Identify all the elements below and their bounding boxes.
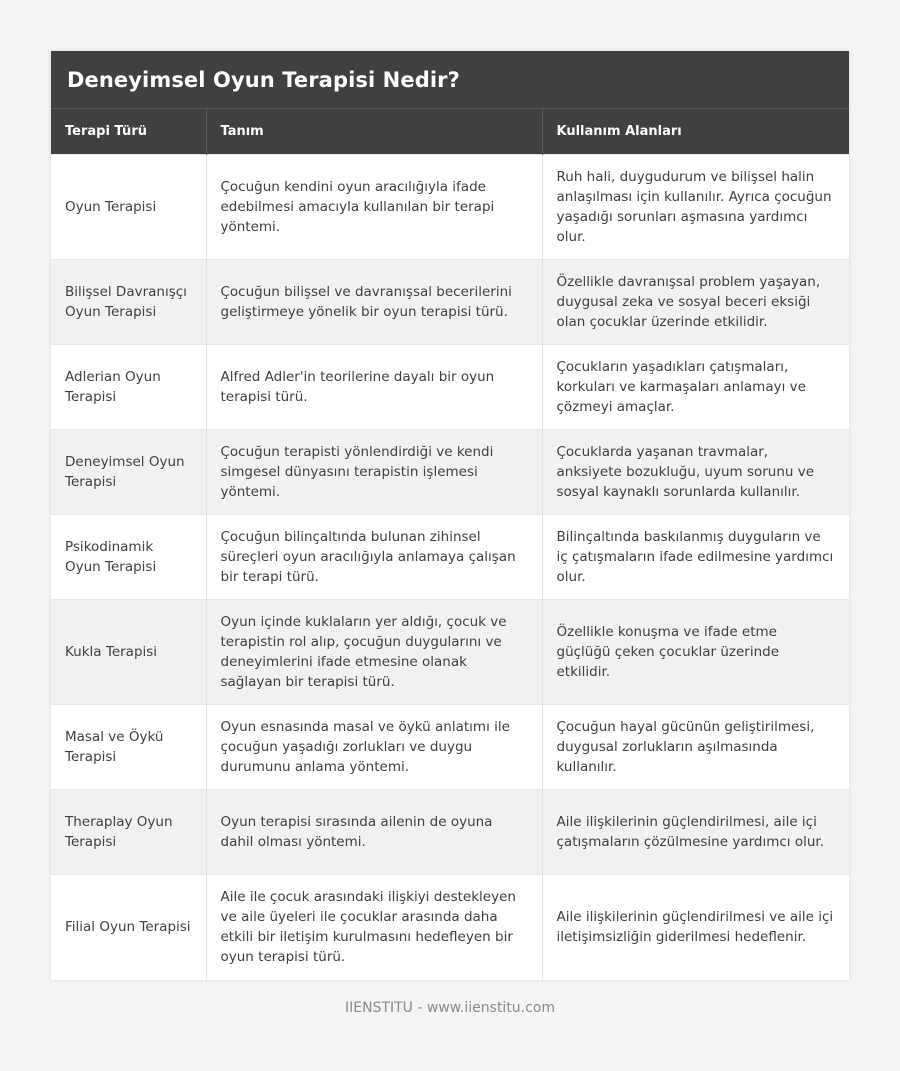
column-header-definition: Tanım (206, 109, 542, 155)
table-header-row (51, 109, 849, 155)
cell-type: Filial Oyun Terapisi (51, 875, 206, 980)
table-row (51, 260, 849, 345)
cell-definition: Çocuğun bilinçaltında bulunan zihinsel süreçleri oyun aracılığıyla anlamaya çalışan bir terapi türü. (206, 515, 542, 600)
cell-usage: Çocuğun hayal gücünün geliştirilmesi, duygusal zorlukların aşılmasında kullanılır. (542, 705, 849, 790)
table-row (51, 875, 849, 980)
cell-usage: Aile ilişkilerinin güçlendirilmesi, aile içi çatışmaların çözülmesine yardımcı olur. (542, 790, 849, 875)
cell-type: Deneyimsel Oyun Terapisi (51, 430, 206, 515)
cell-definition: Çocuğun kendini oyun aracılığıyla ifade edebilmesi amacıyla kullanılan bir terapi yöntemi. (206, 155, 542, 260)
cell-definition: Aile ile çocuk arasındaki ilişkiyi destekleyen ve aile üyeleri ile çocuklar arasında daha etkili bir iletişim kurulmasını hedefleyen bir oyun terapisi türü. (206, 875, 542, 980)
cell-type: Masal ve Öykü Terapisi (51, 705, 206, 790)
table-row (51, 155, 849, 260)
cell-definition: Oyun esnasında masal ve öykü anlatımı ile çocuğun yaşadığı zorlukları ve duygu durumunu anlama yöntemi. (206, 705, 542, 790)
table-row (51, 600, 849, 705)
cell-definition: Çocuğun bilişsel ve davranışsal becerilerini geliştirmeye yönelik bir oyun terapisi türü. (206, 260, 542, 345)
cell-type: Kukla Terapisi (51, 600, 206, 705)
cell-type: Psikodinamik Oyun Terapisi (51, 515, 206, 600)
therapy-table (51, 109, 849, 980)
table-row (51, 345, 849, 430)
cell-definition: Oyun terapisi sırasında ailenin de oyuna dahil olması yöntemi. (206, 790, 542, 875)
footer-credit: IIENSTITU - www.iienstitu.com (344, 1000, 556, 1016)
cell-type: Oyun Terapisi (51, 155, 206, 260)
page-title: Deneyimsel Oyun Terapisi Nedir? (67, 67, 460, 92)
cell-usage: Çocuklarda yaşanan travmalar, anksiyete bozukluğu, uyum sorunu ve sosyal kaynaklı sorunlarda kullanılır. (542, 430, 849, 515)
cell-definition: Alfred Adler'in teorilerine dayalı bir oyun terapisi türü. (206, 345, 542, 430)
cell-definition: Oyun içinde kuklaların yer aldığı, çocuk ve terapistin rol alıp, çocuğun duygularını ve deneyimlerini ifade etmesine olanak sağlayan bir terapisi türü. (206, 600, 542, 705)
column-header-type: Terapi Türü (51, 109, 206, 155)
cell-type: Theraplay Oyun Terapisi (51, 790, 206, 875)
cell-usage: Aile ilişkilerinin güçlendirilmesi ve aile içi iletişimsizliğin giderilmesi hedeflenir. (542, 875, 849, 980)
cell-definition: Çocuğun terapisti yönlendirdiği ve kendi simgesel dünyasını terapistin işlemesi yöntemi. (206, 430, 542, 515)
column-header-usage: Kullanım Alanları (542, 109, 849, 155)
cell-type: Adlerian Oyun Terapisi (51, 345, 206, 430)
table-card (51, 51, 849, 980)
cell-usage: Özellikle konuşma ve ifade etme güçlüğü çeken çocuklar üzerinde etkilidir. (542, 600, 849, 705)
title-bar (51, 51, 849, 109)
table-row (51, 705, 849, 790)
table-row (51, 790, 849, 875)
cell-usage: Bilinçaltında baskılanmış duyguların ve iç çatışmaların ifade edilmesine yardımcı olur. (542, 515, 849, 600)
table-row (51, 515, 849, 600)
cell-usage: Ruh hali, duygudurum ve bilişsel halin anlaşılması için kullanılır. Ayrıca çocuğun yaşadığı sorunları aşmasına yardımcı olur. (542, 155, 849, 260)
cell-usage: Özellikle davranışsal problem yaşayan, duygusal zeka ve sosyal beceri eksiği olan çocuklar üzerinde etkilidir. (542, 260, 849, 345)
table-row (51, 430, 849, 515)
cell-usage: Çocukların yaşadıkları çatışmaları, korkuları ve karmaşaları anlamayı ve çözmeyi amaçlar. (542, 345, 849, 430)
cell-type: Bilişsel Davranışçı Oyun Terapisi (51, 260, 206, 345)
